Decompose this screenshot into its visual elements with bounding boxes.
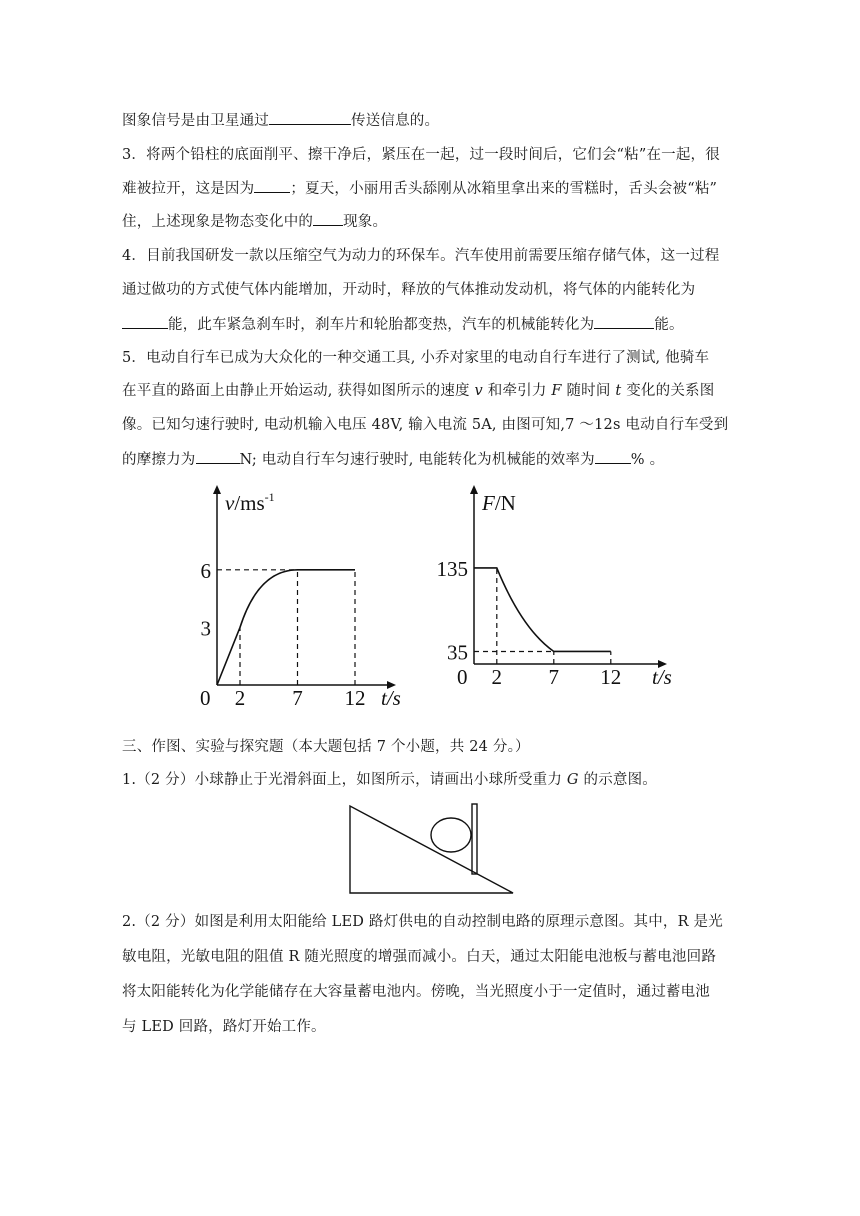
text-span: 住，上述现象是物态变化中的 [122,214,314,230]
question-5-line-2 [122,381,714,401]
question-5-line-1: 5．电动自行车已成为大众化的一种交通工具, 小乔对家里的电动自行车进行了测试, 他骑车 [122,350,710,366]
text-span: 现象。 [343,214,388,230]
question-4-line-3 [122,314,684,335]
text-span: 在平直的路面上由静止开始运动, 获得如图所示的速度 [122,383,470,399]
question-5-line-3: 像。已知匀速行驶时, 电动机输入电压 48V, 输入电流 5A, 由图可知,7 ～12s 电动自行车受到 [122,417,729,433]
question-3-line-3 [122,211,387,232]
chart-guides [217,570,355,685]
series-line [217,570,355,685]
chart-axes [213,485,396,689]
y-tick-label: 135 [436,556,468,581]
x-axis-title: t/s [381,686,401,710]
question-3-line-1: 3．将两个铅柱的底面削平、擦干净后，紧压在一起，过一段时间后，它们会“粘”在一起，很 [122,147,720,163]
x-tick-label: 2 [491,665,503,689]
vertical-board [472,804,477,874]
text-span: 图象信号是由卫星通过 [122,113,269,129]
answer-blank[interactable] [254,178,290,193]
y-axis-arrow [470,485,478,494]
section-3-question-2-line-2: 敏电阻，光敏电阻的阻值 R 随光照度的增强而减小。白天，通过太阳能电池板与蓄电池回路 [122,949,717,965]
y-tick-label: 3 [200,616,211,641]
y-tick-label: 35 [447,640,468,665]
origin-label: 0 [457,665,468,689]
force-time-chart [425,482,675,714]
x-tick-label: 7 [548,665,560,689]
text-span: 难被拉开，这是因为 [122,181,255,197]
section-3-question-2-line-3: 将太阳能转化为化学能储存在大容量蓄电池内。傍晚，当光照度小于一定值时，通过蓄电池 [122,984,710,1000]
y-tick-label: 6 [200,558,211,583]
question-4-line-1: 4．目前我国研发一款以压缩空气为动力的环保车。汽车使用前需要压缩存储气体，这一过程 [122,248,720,264]
incline-ball-figure[interactable] [345,800,520,900]
text-span: 和牵引力 [487,383,547,399]
text-span: 传送信息的。 [351,113,440,129]
x-tick-label: 12 [600,665,622,689]
question-3-line-2 [122,178,717,199]
x-tick-label: 7 [292,686,303,710]
answer-blank[interactable] [122,314,168,329]
y-axis-title: F/N [482,491,516,515]
chart-guides [474,568,611,664]
x-tick-label: 12 [344,686,366,710]
text-span: 随时间 [566,383,611,399]
text-span: 能，此车紧急刹车时，刹车片和轮胎都变热，汽车的机械能转化为 [168,317,595,333]
origin-label: 0 [200,686,211,710]
text-span: ；夏天，小丽用舌头舔刚从冰箱里拿出来的雪糕时，舌头会被“粘” [290,181,718,197]
text-span: 变化的关系图 [626,383,715,399]
variable-F: F [551,383,562,399]
text-span: 的摩擦力为 [122,452,196,468]
text-span: 1.（2 分）小球静止于光滑斜面上，如图所示，请画出小球所受重力 [122,772,563,788]
section-3-question-2-line-1: 2.（2 分）如图是利用太阳能给 LED 路灯供电的自动控制电路的原理示意图。其中，R 是光 [122,914,723,930]
section-3-heading: 三、作图、实验与探究题（本大题包括 7 个小题，共 24 分。） [122,739,530,755]
text-span: % 。 [630,452,665,468]
x-tick-label: 2 [234,686,246,710]
section-3-question-1 [122,770,657,790]
variable-v: v [474,383,483,399]
answer-blank[interactable] [594,314,654,329]
chart-series [217,570,355,685]
answer-blank[interactable] [269,110,351,125]
answer-blank[interactable] [196,449,240,464]
series-line [474,568,611,652]
x-axis-title: t/s [652,665,672,689]
y-axis-title: $v/ms^{-1}$ [225,490,275,515]
question-5-line-4 [122,449,664,470]
question-4-line-2: 通过做功的方式使气体内能增加，开动时，释放的气体推动发动机，将气体的内能转化为 [122,282,696,298]
velocity-time-chart [190,482,405,714]
incline-plane [350,806,513,893]
answer-blank[interactable] [595,449,631,464]
text-span: 能。 [654,317,684,333]
text-line [122,110,439,131]
y-axis-arrow [213,485,221,494]
chart-labels [200,490,401,710]
answer-blank[interactable] [313,211,343,226]
variable-G: G [566,772,579,788]
ball [431,818,471,852]
section-3-question-2-line-4: 与 LED 回路，路灯开始工作。 [122,1019,326,1035]
text-span: N; 电动自行车匀速行驶时, 电能转化为机械能的效率为 [239,452,595,468]
text-span: 的示意图。 [583,772,657,788]
chart-series [474,568,611,652]
variable-t: t [615,383,622,399]
